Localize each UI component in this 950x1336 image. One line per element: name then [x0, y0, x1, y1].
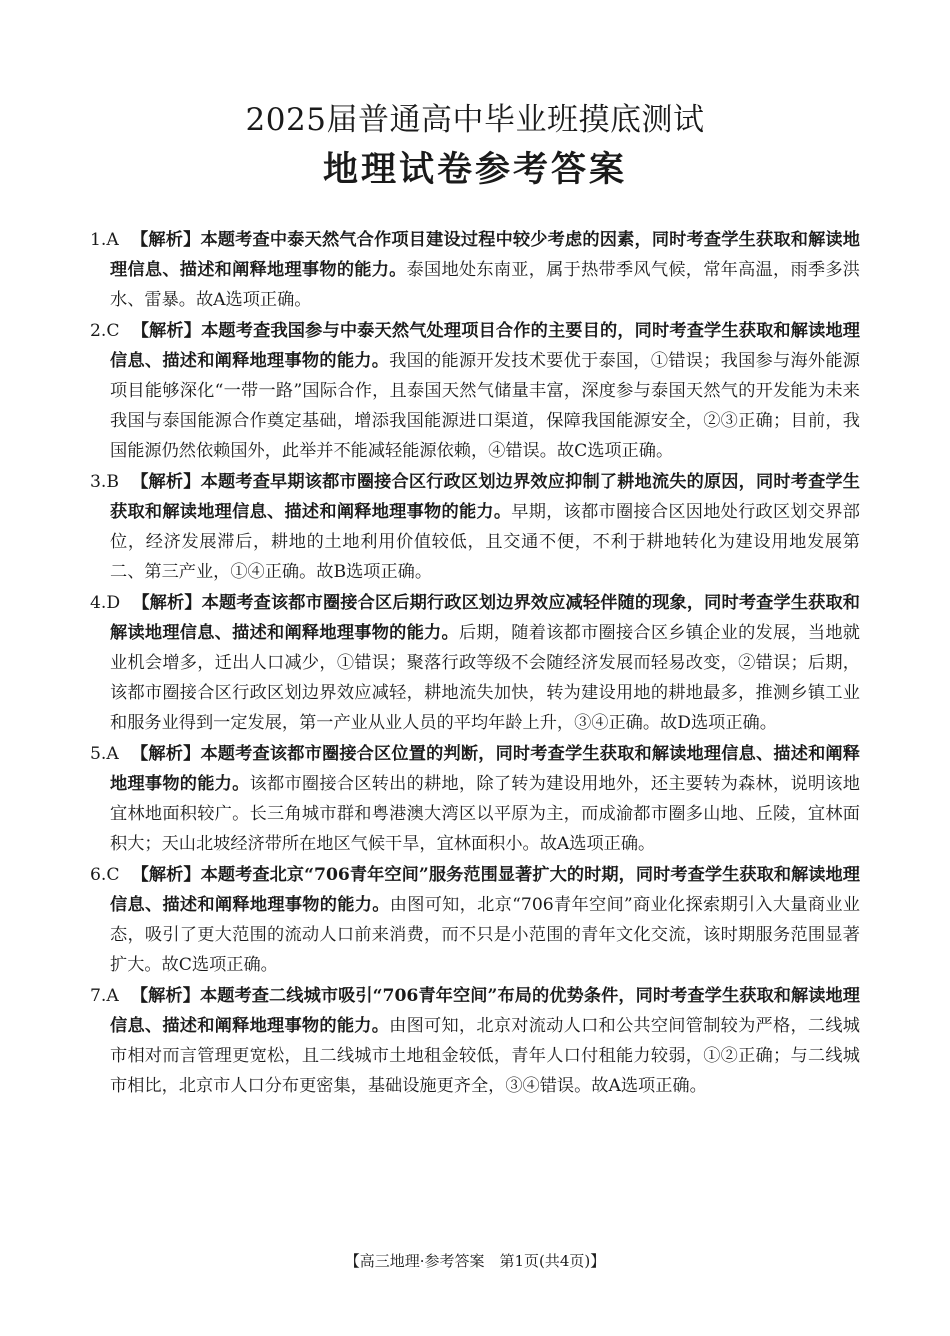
analysis-lead: 本题考查二线城市吸引“706青年空间”布局的优势条件，同时考查学生获取和解读地理信息、描述和阐释地理事物的能力。 [110, 986, 860, 1036]
answer-item-7 [90, 981, 860, 1101]
analysis-label: 【解析】 [131, 472, 201, 492]
analysis-body: 由图可知，北京对流动人口和公共空间管制较为严格，二线城市相对而言管理更宽松，且二线城市土地租金较低，青年人口付租能力较弱，①②正确；与二线城市相比，北京市人口分布更密集，基础设施更齐全，③④错误。故A选项正确。 [110, 1016, 860, 1096]
answer-item-1 [90, 225, 860, 315]
answer-item-4 [90, 588, 860, 738]
answer-item-5 [90, 739, 860, 859]
answer-number: 4.D [90, 593, 121, 613]
analysis-label: 【解析】 [131, 865, 201, 885]
analysis-lead: 本题考查我国参与中泰天然气处理项目合作的主要目的，同时考查学生获取和解读地理信息、描述和阐释地理事物的能力。 [110, 321, 860, 371]
answer-item-6 [90, 860, 860, 980]
answers-list [90, 225, 860, 1102]
answer-number: 3.B [90, 472, 120, 492]
analysis-body: 后期，随着该都市圈接合区乡镇企业的发展，当地就业机会增多，迁出人口减少，①错误；聚落行政等级不会随经济发展而轻易改变，②错误；后期，该都市圈接合区行政区划边界效应减轻，耕地流失加快，转为建设用地的耕地最多，推测乡镇工业和服务业得到一定发展，第一产业从业人员的平均年龄上升，③④正确。故D选项正确。 [110, 623, 860, 733]
exam-title: 2025届普通高中毕业班摸底测试 [245, 102, 705, 138]
answer-item-3 [90, 467, 860, 587]
analysis-body: 由图可知，北京“706青年空间”商业化探索期引入大量商业业态，吸引了更大范围的流动人口前来消费，而不只是小范围的青年文化交流，该时期服务范围显著扩大。故C选项正确。 [110, 895, 860, 975]
analysis-label: 【解析】 [131, 321, 202, 341]
answer-number: 6.C [90, 865, 120, 885]
answer-number: 2.C [90, 321, 120, 341]
analysis-lead: 本题考查该都市圈接合区后期行政区划边界效应减轻伴随的现象，同时考查学生获取和解读地理信息、描述和阐释地理事物的能力。 [110, 593, 860, 643]
analysis-body: 泰国地处东南亚，属于热带季风气候，常年高温，雨季多洪水、雷暴。故A选项正确。 [110, 260, 860, 310]
answer-item-2 [90, 316, 860, 466]
analysis-label: 【解析】 [130, 744, 201, 764]
analysis-label: 【解析】 [130, 230, 201, 250]
analysis-lead: 本题考查早期该都市圈接合区行政区划边界效应抑制了耕地流失的原因，同时考查学生获取和解读地理信息、描述和阐释地理事物的能力。 [110, 472, 860, 522]
exam-subtitle: 地理试卷参考答案 [322, 149, 627, 190]
analysis-body: 该都市圈接合区转出的耕地，除了转为建设用地外，还主要转为森林，说明该地宜林地面积较广。长三角城市群和粤港澳大湾区以平原为主，而成渝都市圈多山地、丘陵，宜林面积大；天山北坡经济带所在地区气候干旱，宜林面积小。故A选项正确。 [110, 774, 860, 854]
analysis-body: 早期，该都市圈接合区因地处行政区划交界部位，经济发展滞后，耕地的土地利用价值较低，且交通不便，不利于耕地转化为建设用地发展第二、第三产业，①④正确。故B选项正确。 [110, 502, 860, 582]
analysis-lead: 本题考查中泰天然气合作项目建设过程中较少考虑的因素，同时考查学生获取和解读地理信息、描述和阐释地理事物的能力。 [110, 230, 860, 280]
answer-number: 7.A [90, 986, 119, 1006]
analysis-lead: 本题考查北京“706青年空间”服务范围显著扩大的时期，同时考查学生获取和解读地理信息、描述和阐释地理事物的能力。 [110, 865, 860, 915]
answer-number: 1.A [90, 230, 119, 250]
analysis-body: 我国的能源开发技术要优于泰国，①错误；我国参与海外能源项目能够深化“一带一路”国际合作，且泰国天然气储量丰富，深度参与泰国天然气的开发能为未来我国与泰国能源合作奠定基础，增添我国能源进口渠道，保障我国能源安全，②③正确；目前，我国能源仍然依赖国外，此举并不能减轻能源依赖，④错误。故C选项正确。 [110, 351, 860, 461]
answer-number: 5.A [90, 744, 119, 764]
analysis-lead: 本题考查该都市圈接合区位置的判断，同时考查学生获取和解读地理信息、描述和阐释地理事物的能力。 [110, 744, 860, 794]
analysis-label: 【解析】 [132, 593, 202, 613]
analysis-label: 【解析】 [130, 986, 200, 1006]
page-footer: 【高三地理·参考答案 第1页(共4页)】 [344, 1252, 606, 1270]
